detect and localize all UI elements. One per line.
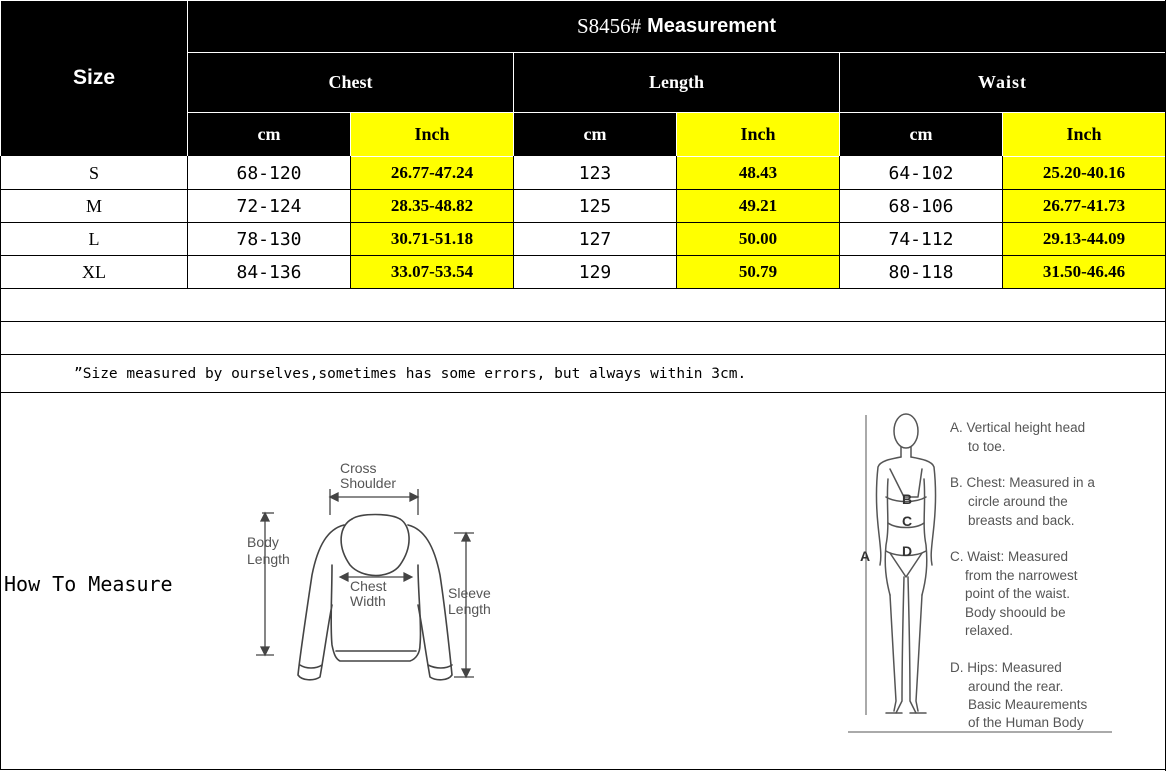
title-code: S8456# bbox=[576, 14, 642, 38]
unit-label: Inch bbox=[740, 124, 776, 144]
note-a: A. Vertical height head bbox=[950, 420, 1086, 435]
inch-value-cell: 26.77-47.24 bbox=[351, 157, 513, 189]
unit-header-cm bbox=[188, 113, 350, 156]
chest-width-label: Chest bbox=[350, 578, 387, 594]
unit-header-inch bbox=[351, 113, 513, 156]
cm-value-cell: 64-102 bbox=[888, 162, 954, 184]
cm-value-cell: 78-130 bbox=[236, 228, 302, 250]
note-d: of the Human Body bbox=[968, 715, 1084, 730]
body-measurement-diagram bbox=[846, 405, 1126, 740]
cm-value-cell: 68-106 bbox=[888, 195, 954, 217]
inch-value-cell: 50.79 bbox=[677, 256, 839, 288]
inch-value-cell: 29.13-44.09 bbox=[1003, 223, 1165, 255]
marker-b: B bbox=[902, 491, 913, 507]
table-title bbox=[188, 1, 1165, 52]
note-c: from the narrowest bbox=[965, 568, 1078, 583]
note-b: breasts and back. bbox=[968, 513, 1075, 528]
how-to-measure-label: How To Measure bbox=[4, 572, 173, 596]
cm-value-cell: 74-112 bbox=[888, 228, 954, 250]
unit-label: Inch bbox=[414, 124, 450, 144]
unit-header-inch bbox=[1003, 113, 1165, 156]
note-d: around the rear. bbox=[968, 679, 1064, 694]
inch-value-cell: 33.07-53.54 bbox=[351, 256, 513, 288]
cm-value-cell: 123 bbox=[578, 162, 612, 184]
sleeve-length-label: Sleeve bbox=[448, 585, 491, 601]
chest-width-label: Width bbox=[350, 593, 386, 609]
cm-value-cell: 125 bbox=[578, 195, 612, 217]
note-b: circle around the bbox=[968, 494, 1068, 509]
title-word: Measurement bbox=[647, 15, 777, 37]
inch-value-cell: 28.35-48.82 bbox=[351, 190, 513, 222]
unit-label: cm bbox=[257, 124, 281, 144]
inch-value-cell: 49.21 bbox=[677, 190, 839, 222]
marker-a: A bbox=[860, 548, 871, 564]
group-header-length bbox=[514, 53, 839, 112]
group-header-waist bbox=[840, 53, 1165, 112]
cross-shoulder-label: Cross bbox=[340, 460, 377, 476]
inch-value-cell: 30.71-51.18 bbox=[351, 223, 513, 255]
note-c: point of the waist. bbox=[965, 586, 1071, 601]
cm-value-cell: 68-120 bbox=[236, 162, 302, 184]
note-a: to toe. bbox=[968, 439, 1006, 454]
group-label: Length bbox=[648, 72, 704, 92]
body-length-label: Length bbox=[247, 551, 290, 567]
body-length-label: Body bbox=[247, 534, 279, 550]
size-header: Size bbox=[72, 65, 116, 89]
inch-value-cell: 31.50-46.46 bbox=[1003, 256, 1165, 288]
cm-value-cell: 72-124 bbox=[236, 195, 302, 217]
group-label: Chest bbox=[328, 72, 373, 92]
note-d: Basic Meaurements bbox=[968, 697, 1088, 712]
inch-value-cell: 26.77-41.73 bbox=[1003, 190, 1165, 222]
note-c: relaxed. bbox=[965, 623, 1014, 638]
cm-value-cell: 129 bbox=[578, 261, 612, 283]
unit-label: cm bbox=[909, 124, 933, 144]
sweater-measurement-diagram bbox=[240, 455, 510, 695]
inch-value-cell: 25.20-40.16 bbox=[1003, 157, 1165, 189]
unit-header-cm bbox=[840, 113, 1002, 156]
sleeve-length-label: Length bbox=[448, 601, 491, 617]
unit-header-cm bbox=[514, 113, 676, 156]
cm-value-cell: 127 bbox=[578, 228, 612, 250]
cross-shoulder-label: Shoulder bbox=[340, 475, 397, 491]
size-cell: L bbox=[88, 228, 100, 249]
inch-value-cell: 48.43 bbox=[677, 157, 839, 189]
marker-c: C bbox=[902, 513, 913, 529]
header-size-cell bbox=[1, 1, 187, 156]
size-cell: XL bbox=[82, 261, 106, 282]
note-d: D. Hips: Measured bbox=[950, 660, 1062, 675]
unit-label: Inch bbox=[1066, 124, 1102, 144]
group-label: Waist bbox=[977, 72, 1027, 92]
size-cell: M bbox=[85, 195, 102, 216]
cm-value-cell: 84-136 bbox=[236, 261, 302, 283]
size-note: ”Size measured by ourselves,sometimes has some errors, but always within 3cm. bbox=[74, 366, 747, 382]
empty-row bbox=[1, 322, 1165, 355]
unit-header-inch bbox=[677, 113, 839, 156]
cm-value-cell: 80-118 bbox=[888, 261, 954, 283]
group-header-chest bbox=[188, 53, 513, 112]
note-c: C. Waist: Measured bbox=[950, 549, 1069, 564]
marker-d: D bbox=[902, 543, 913, 559]
empty-row bbox=[1, 289, 1165, 322]
size-cell: S bbox=[88, 162, 99, 183]
note-c: Body shoould be bbox=[965, 605, 1066, 620]
inch-value-cell: 50.00 bbox=[677, 223, 839, 255]
unit-label: cm bbox=[583, 124, 607, 144]
note-b: B. Chest: Measured in a bbox=[950, 475, 1095, 490]
